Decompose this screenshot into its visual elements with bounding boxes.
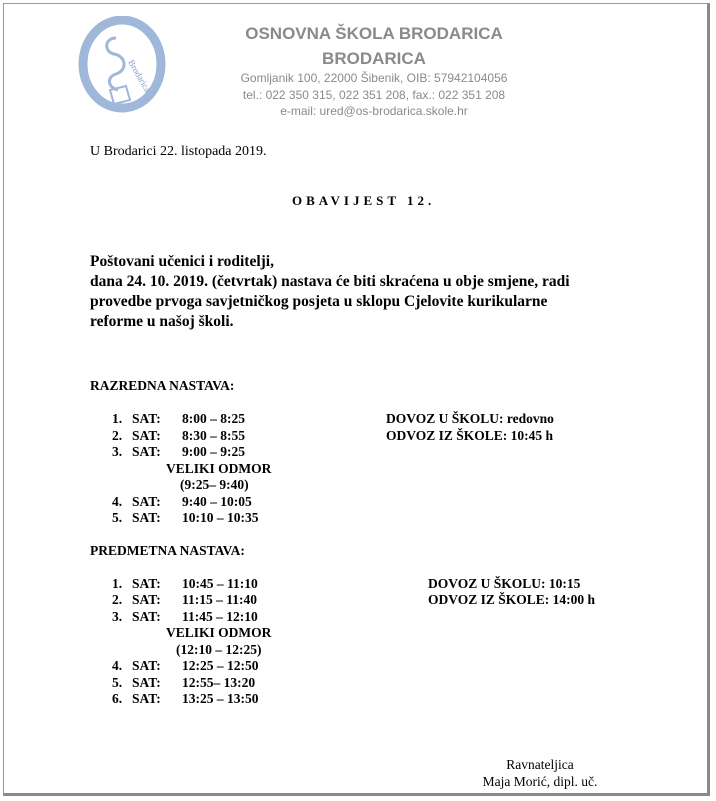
predmetna-dovoz: DOVOZ U ŠKOLU: 10:15 <box>428 576 581 591</box>
body-line-1: Poštovani učenici i roditelji, <box>90 253 274 270</box>
predmetna-odvoz: ODVOZ IZ ŠKOLE: 14:00 h <box>428 592 596 607</box>
notice-title: OBAVIJEST 12. <box>292 193 436 208</box>
body-line-4: reforme u našoj školi. <box>90 313 234 330</box>
row-time: 8:30 – 8:55 <box>182 428 245 443</box>
row-sat: SAT: <box>132 658 161 673</box>
row-time: 9:00 – 9:25 <box>182 444 245 459</box>
row-sat: SAT: <box>132 576 161 591</box>
school-place: BRODARICA <box>322 49 426 68</box>
school-address: Gomljanik 100, 22000 Šibenik, OIB: 57942104056 <box>240 71 508 85</box>
razredna-break-time: (9:25– 9:40) <box>180 477 249 492</box>
row-number: 1. <box>112 576 123 591</box>
row-time: 11:15 – 11:40 <box>182 592 258 607</box>
row-number: 3. <box>112 609 123 624</box>
signature-name: Maja Morić, dipl. uč. <box>482 774 598 789</box>
predmetna-row-5 <box>112 675 255 691</box>
predmetna-row-6 <box>112 691 259 707</box>
row-time: 12:55– 13:20 <box>182 675 256 690</box>
row-number: 3. <box>112 444 123 459</box>
predmetna-row-1 <box>112 576 258 592</box>
razredna-break-label: VELIKI ODMOR <box>166 461 272 476</box>
row-number: 5. <box>112 675 123 690</box>
signature-role: Ravnateljica <box>506 757 574 772</box>
school-name: OSNOVNA ŠKOLA BRODARICA <box>245 24 503 43</box>
row-time: 10:45 – 11:10 <box>182 576 258 591</box>
razredna-row-5 <box>112 510 259 526</box>
row-time: 11:45 – 12:10 <box>182 609 258 624</box>
row-sat: SAT: <box>132 444 161 459</box>
predmetna-break-label: VELIKI ODMOR <box>166 625 272 640</box>
predmetna-break-time: (12:10 – 12:25) <box>176 642 262 657</box>
body-line-2: dana 24. 10. 2019. (četvrtak) nastava će biti skraćena u obje smjene, radi <box>90 273 570 290</box>
page-frame <box>3 3 710 796</box>
row-sat: SAT: <box>132 411 161 426</box>
row-time: 8:00 – 8:25 <box>182 411 245 426</box>
row-sat: SAT: <box>132 691 161 706</box>
row-sat: SAT: <box>132 510 161 525</box>
date-line: U Brodarici 22. listopada 2019. <box>90 144 267 159</box>
row-sat: SAT: <box>132 428 161 443</box>
row-number: 2. <box>112 592 123 607</box>
row-sat: SAT: <box>132 592 161 607</box>
school-logo <box>76 16 168 113</box>
row-number: 5. <box>112 510 123 525</box>
school-email: e-mail: ured@os-brodarica.skole.hr <box>280 104 468 118</box>
predmetna-heading: PREDMETNA NASTAVA: <box>90 543 245 558</box>
row-time: 12:25 – 12:50 <box>182 658 259 673</box>
row-number: 2. <box>112 428 123 443</box>
razredna-row-1 <box>112 411 245 427</box>
row-number: 4. <box>112 494 123 509</box>
row-sat: SAT: <box>132 609 161 624</box>
row-time: 10:10 – 10:35 <box>182 510 259 525</box>
razredna-row-4 <box>112 494 252 510</box>
row-sat: SAT: <box>132 494 161 509</box>
razredna-row-2 <box>112 428 245 444</box>
predmetna-row-3 <box>112 609 258 625</box>
razredna-heading: RAZREDNA NASTAVA: <box>90 378 235 393</box>
school-phone: tel.: 022 350 315, 022 351 208, fax.: 022 351 208 <box>242 88 506 102</box>
razredna-odvoz: ODVOZ IZ ŠKOLE: 10:45 h <box>386 428 554 443</box>
row-time: 9:40 – 10:05 <box>182 494 252 509</box>
row-number: 1. <box>112 411 123 426</box>
body-line-3: provedbe prvoga savjetničkog posjeta u sklopu Cjelovite kurikularne <box>90 293 548 310</box>
razredna-dovoz: DOVOZ U ŠKOLU: redovno <box>386 411 554 426</box>
row-number: 4. <box>112 658 123 673</box>
row-time: 13:25 – 13:50 <box>182 691 259 706</box>
row-number: 6. <box>112 691 123 706</box>
predmetna-row-4 <box>112 658 259 674</box>
predmetna-row-2 <box>112 592 257 608</box>
row-sat: SAT: <box>132 675 161 690</box>
logo-text: Brodarica <box>126 58 153 94</box>
razredna-row-3 <box>112 444 245 460</box>
